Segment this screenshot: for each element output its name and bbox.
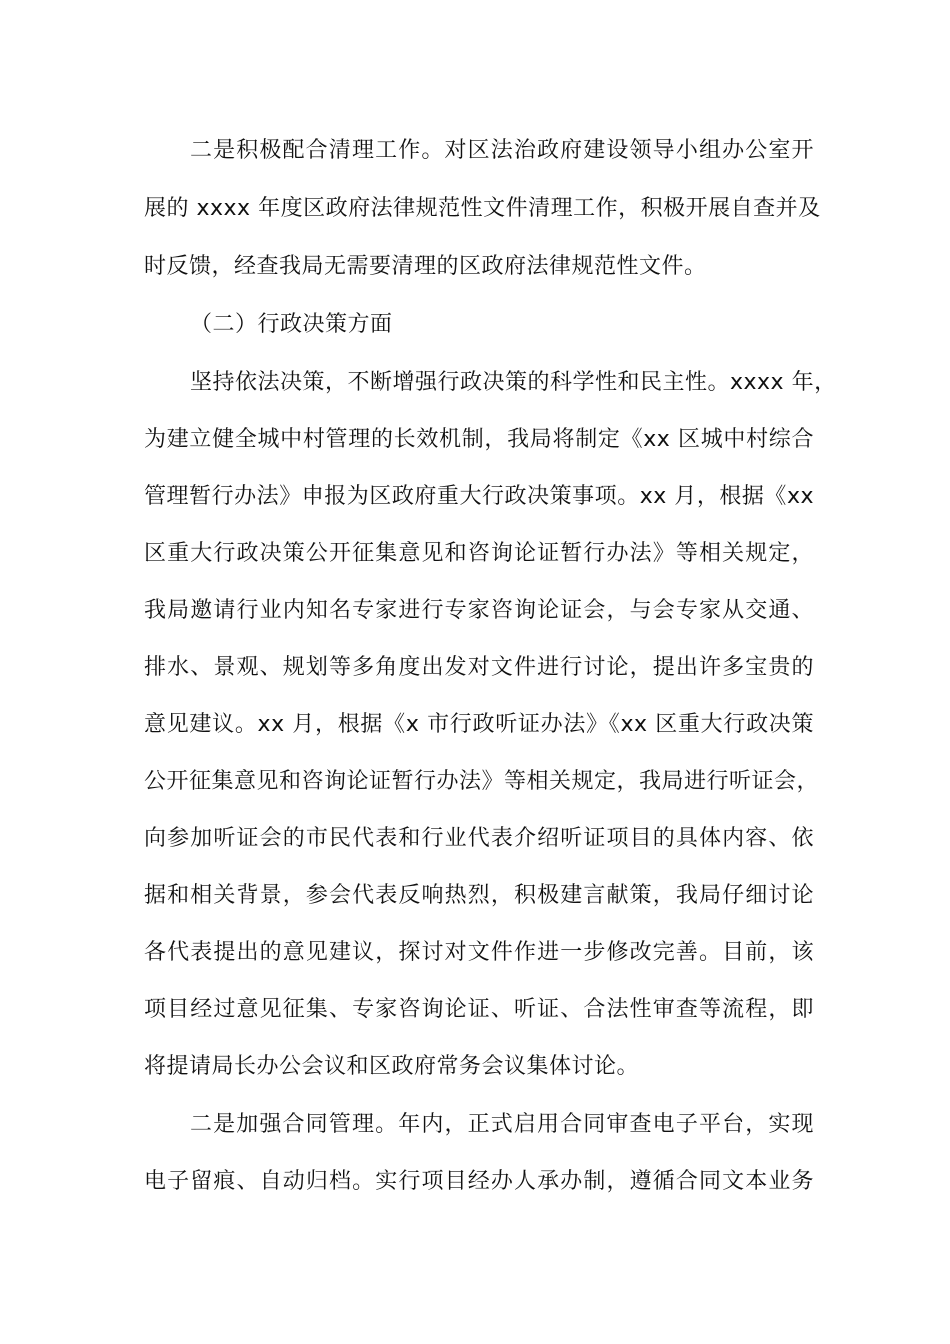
paragraph-2-line-6: 排水、景观、规划等多角度出发对文件进行讨论，提出许多宝贵的 bbox=[144, 655, 814, 680]
paragraph-1-line-1: 二是积极配合清理工作。对区法治政府建设领导小组办公室开 bbox=[190, 138, 814, 163]
paragraph-2-line-7: 意见建议。xx 月，根据《x 市行政听证办法》《xx 区重大行政决策 bbox=[144, 712, 814, 737]
paragraph-3-line-2: 电子留痕、自动归档。实行项目经办人承办制，遵循合同文本业务 bbox=[144, 1169, 814, 1194]
paragraph-2-line-8: 公开征集意见和咨询论证暂行办法》等相关规定，我局进行听证会， bbox=[144, 769, 820, 794]
paragraph-2-line-10: 据和相关背景，参会代表反响热烈，积极建言献策，我局仔细讨论 bbox=[144, 883, 814, 908]
paragraph-1-line-2: 展的 xxxx 年度区政府法律规范性文件清理工作，积极开展自查并及 bbox=[144, 196, 821, 221]
section-heading: （二）行政决策方面 bbox=[190, 312, 393, 337]
paragraph-2-line-9: 向参加听证会的市民代表和行业代表介绍听证项目的具体内容、依 bbox=[144, 826, 814, 851]
paragraph-2-line-2: 为建立健全城中村管理的长效机制，我局将制定《xx 区城中村综合 bbox=[144, 427, 814, 452]
paragraph-2-line-13: 将提请局长办公会议和区政府常务会议集体讨论。 bbox=[144, 1054, 640, 1079]
paragraph-2-line-5: 我局邀请行业内知名专家进行专家咨询论证会，与会专家从交通、 bbox=[144, 598, 814, 623]
paragraph-3-line-1: 二是加强合同管理。年内，正式启用合同审查电子平台，实现 bbox=[190, 1112, 814, 1137]
paragraph-2-line-4: 区重大行政决策公开征集意见和咨询论证暂行办法》等相关规定， bbox=[144, 541, 814, 566]
paragraph-2-line-12: 项目经过意见征集、专家咨询论证、听证、合法性审查等流程，即 bbox=[144, 997, 814, 1022]
paragraph-1-line-3: 时反馈，经查我局无需要清理的区政府法律规范性文件。 bbox=[144, 254, 707, 279]
paragraph-2-line-11: 各代表提出的意见建议，探讨对文件作进一步修改完善。目前，该 bbox=[144, 940, 814, 965]
paragraph-2-line-3: 管理暂行办法》申报为区政府重大行政决策事项。xx 月，根据《xx bbox=[144, 484, 814, 509]
paragraph-2-line-1: 坚持依法决策，不断增强行政决策的科学性和民主性。xxxx 年， bbox=[190, 370, 837, 395]
